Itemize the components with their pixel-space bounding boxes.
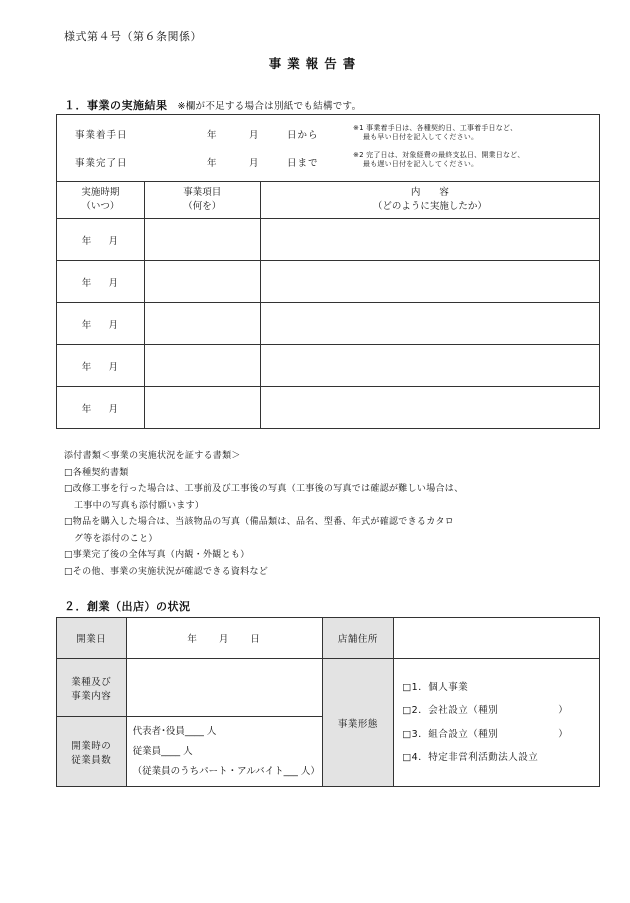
row-month: 月 xyxy=(108,235,120,247)
item-cell-2[interactable] xyxy=(144,261,260,303)
section2-title: ２．創業（出店）の状況 xyxy=(64,600,191,613)
start-day-label: 日から xyxy=(287,130,319,141)
attachment-item: □各種契約書類 xyxy=(64,467,129,478)
opening-day: 日 xyxy=(250,634,261,645)
option-union[interactable]: □3．組合設立（種別 ） xyxy=(402,728,569,740)
period-cell xyxy=(57,115,600,182)
business-type-label-2: 事業内容 xyxy=(71,690,112,702)
business-form-options xyxy=(394,659,600,787)
row-year: 年 xyxy=(81,235,93,247)
period-cell-3[interactable] xyxy=(57,303,145,345)
row-year: 年 xyxy=(81,277,93,289)
start-month-label: 月 xyxy=(249,130,260,141)
startup-table xyxy=(56,617,600,787)
content-cell-1[interactable] xyxy=(260,219,599,261)
section1-heading xyxy=(64,94,361,113)
employees-count: 従業員____ 人 xyxy=(132,745,193,757)
form-label: 様式第４号（第６条関係） xyxy=(64,30,202,43)
col-item-header xyxy=(144,182,260,219)
content-cell-4[interactable] xyxy=(260,345,599,387)
row-month: 月 xyxy=(108,277,120,289)
col-item-sublabel: （何を） xyxy=(183,201,222,212)
item-cell-1[interactable] xyxy=(144,219,260,261)
employees-label-2: 従業員数 xyxy=(71,754,112,766)
table-row xyxy=(57,345,600,387)
end-day-label: 日まで xyxy=(287,158,319,169)
col-item-label: 事業項目 xyxy=(183,187,222,198)
note2 xyxy=(353,151,525,169)
part-time-count: （従業員のうちパート・アルバイト___ 人） xyxy=(132,765,320,777)
content-cell-5[interactable] xyxy=(260,387,599,429)
implementation-table xyxy=(56,114,600,429)
opening-month: 月 xyxy=(218,634,230,645)
attachment-item-cont: グ等を添付のこと） xyxy=(74,533,158,544)
content-cell-2[interactable] xyxy=(260,261,599,303)
document-title: 事業報告書 xyxy=(268,56,362,71)
note1-line1: ※1 事業着手日は、各種契約日、工事着手日など、 xyxy=(353,124,518,132)
table-row xyxy=(57,387,600,429)
employees-cell[interactable] xyxy=(126,717,322,787)
item-cell-3[interactable] xyxy=(144,303,260,345)
attachment-item: □物品を購入した場合は、当該物品の写真（備品類は、品名、型番、年式が確認できるカタロ xyxy=(64,517,455,527)
row-year: 年 xyxy=(81,403,93,415)
option-individual[interactable]: □1．個人事業 xyxy=(402,681,469,693)
content-cell-3[interactable] xyxy=(260,303,599,345)
item-cell-4[interactable] xyxy=(144,345,260,387)
opening-date-cell[interactable] xyxy=(126,618,322,659)
row-month: 月 xyxy=(108,319,120,331)
end-month-label: 月 xyxy=(249,158,260,169)
period-cell-1[interactable] xyxy=(57,219,145,261)
col-period-header xyxy=(57,182,145,219)
business-type-label xyxy=(57,659,127,717)
attachment-item-cont: 工事中の写真も添付願います） xyxy=(74,500,205,511)
col-content-label: 内 容 xyxy=(410,187,449,198)
table-row xyxy=(57,219,600,261)
note1 xyxy=(353,124,517,142)
section1-note: ※欄が不足する場合は別紙でも結構です。 xyxy=(177,101,362,112)
option-npo[interactable]: □4．特定非営利活動法人設立 xyxy=(402,752,539,763)
row-year: 年 xyxy=(81,361,93,373)
period-cell-2[interactable] xyxy=(57,261,145,303)
start-year-label: 年 xyxy=(207,130,218,141)
period-cell-4[interactable] xyxy=(57,345,145,387)
attachments-list xyxy=(64,448,463,580)
end-date-label: 事業完了日 xyxy=(75,158,128,169)
row-month: 月 xyxy=(108,361,120,373)
col-content-sublabel: （どのように実施したか） xyxy=(372,201,487,212)
business-form-label: 事業形態 xyxy=(322,659,394,787)
row-month: 月 xyxy=(108,403,120,415)
table-row xyxy=(57,261,600,303)
note1-line2: 最も早い日付を記入してください。 xyxy=(363,133,479,141)
start-date-label: 事業着手日 xyxy=(75,130,128,141)
store-address-label: 店舗住所 xyxy=(322,618,394,659)
opening-year: 年 xyxy=(187,634,198,645)
col-content-header xyxy=(260,182,599,219)
employees-label-1: 開業時の xyxy=(71,740,112,752)
opening-date-label: 開業日 xyxy=(57,618,127,659)
business-type-cell[interactable] xyxy=(126,659,322,717)
end-year-label: 年 xyxy=(207,158,218,169)
note2-line2: 最も遅い日付を記入してください。 xyxy=(363,160,479,168)
option-company[interactable]: □2．会社設立（種別 ） xyxy=(402,705,569,716)
attachment-item: □事業完了後の全体写真（内観・外観とも） xyxy=(64,550,250,560)
col-period-sublabel: （いつ） xyxy=(81,201,120,212)
col-period-label: 実施時期 xyxy=(81,187,120,198)
item-cell-5[interactable] xyxy=(144,387,260,429)
store-address-cell[interactable] xyxy=(394,618,600,659)
row-year: 年 xyxy=(81,319,93,331)
table-row xyxy=(57,303,600,345)
note2-line1: ※2 完了日は、対象経費の最終支払日、開業日など、 xyxy=(353,151,525,159)
attachments-title: 添付書類＜事業の実施状況を証する書類＞ xyxy=(64,451,241,461)
employees-label xyxy=(57,717,127,787)
officers-count: 代表者･役員____ 人 xyxy=(132,725,217,737)
attachment-item: □その他、事業の実施状況が確認できる資料など xyxy=(64,566,269,577)
attachment-item: □改修工事を行った場合は、工事前及び工事後の写真（工事後の写真では確認が難しい場合は、 xyxy=(64,484,464,494)
section1-title: １．事業の実施結果 xyxy=(64,99,168,112)
period-cell-5[interactable] xyxy=(57,387,145,429)
business-type-label-1: 業種及び xyxy=(71,676,112,688)
